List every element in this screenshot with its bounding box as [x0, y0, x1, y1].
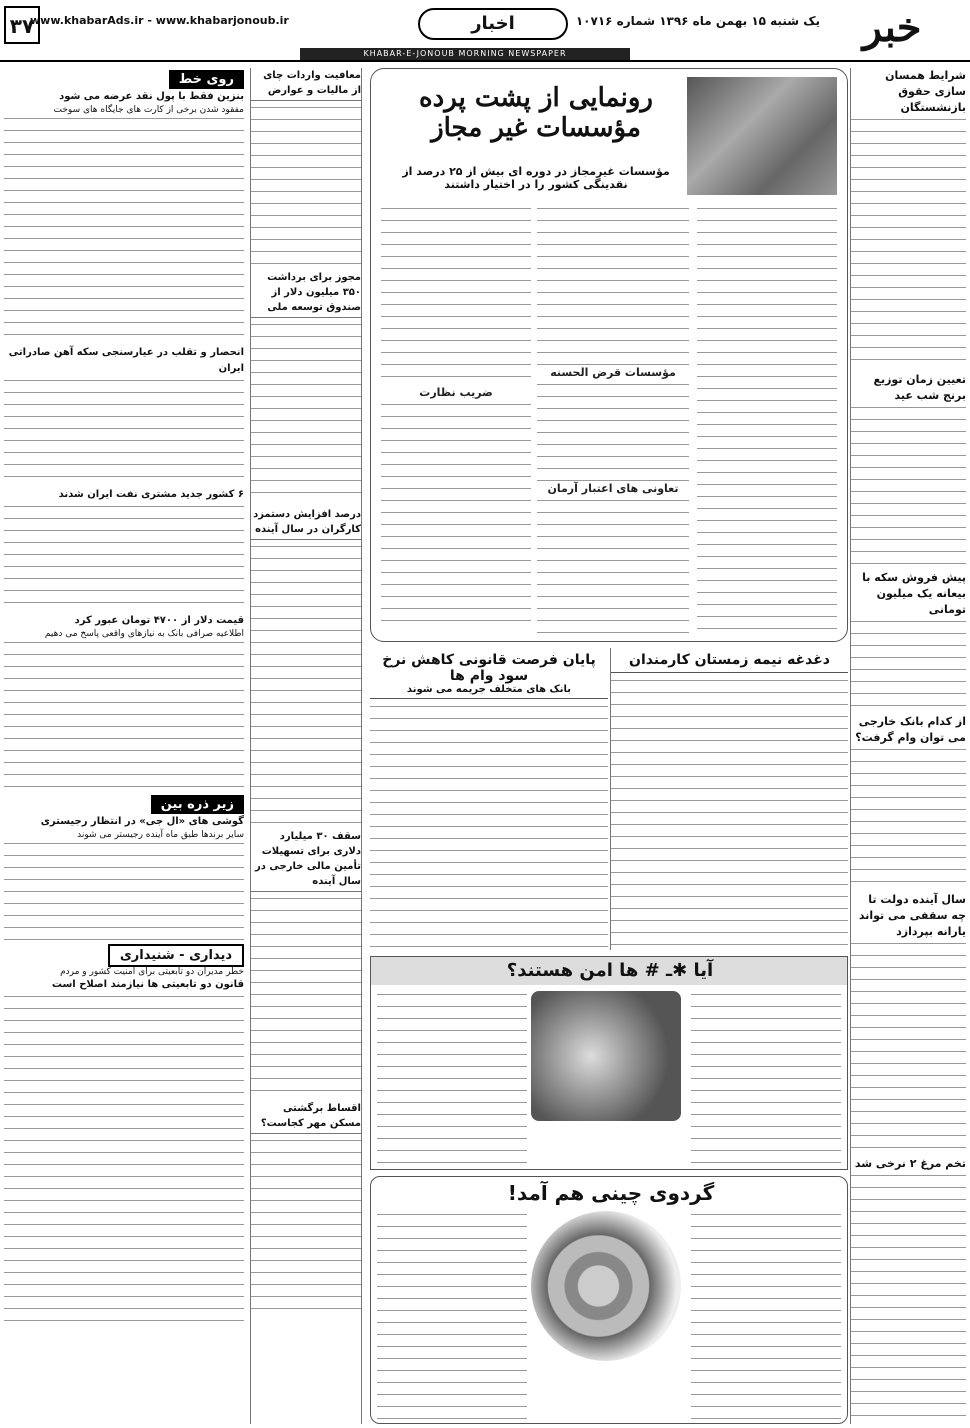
article-text: [4, 993, 244, 1323]
headline: گردوی چینی هم آمد!: [507, 1181, 715, 1205]
headline: ۶ کشور جدید مشتری نفت ایران شدند: [58, 489, 244, 500]
headline: سقف ۳۰ میلیارد دلاری برای تسهیلات تأمین مالی خارجی در سال آینده: [251, 829, 361, 892]
headline: پیش فروش سکه با بیعانه یک میلیون تومانی: [862, 571, 966, 616]
article-text: [851, 746, 966, 886]
article-text: [377, 1211, 527, 1419]
headline: بنزین فقط با پول نقد عرضه می شود: [59, 91, 244, 102]
subheadline: اطلاعیه صرافی بانک به نیازهای واقعی پاسخ می دهیم: [44, 629, 244, 639]
article-text: [851, 116, 966, 366]
headline: مجوز برای برداشت ۳۵۰ میلیون دلار از صندوق توسعه ملی: [251, 270, 361, 318]
article-text: [4, 639, 244, 789]
section-tag: دیداری - شنیداری: [108, 944, 244, 967]
article-text: [851, 618, 966, 708]
article-text: [381, 401, 531, 631]
subheadline: ضریب نظارت: [419, 386, 493, 399]
section-title: اخبار: [418, 8, 568, 40]
headline: دغدغه نیمه زمستان کارمندان: [611, 648, 848, 673]
headline: تخم مرغ ۲ نرخی شد: [854, 1157, 966, 1170]
article-text: [691, 1211, 841, 1419]
article-text: [4, 115, 244, 345]
article-text: [4, 840, 244, 940]
article-text: [381, 205, 531, 385]
subheadline: مفقود شدن برخی از کارت های جایگاه های سوخت: [53, 105, 244, 115]
headline: معافیت واردات چای از مالیات و عوارض: [251, 68, 361, 101]
headline: اقساط برگشتی مسکن مهر کجاست؟: [251, 1101, 361, 1134]
right-column: [850, 68, 966, 1424]
ussd-story: [370, 956, 848, 1170]
subheadline: خطر مدیران دو تابعیتی برای امنیت کشور و مردم: [60, 967, 244, 977]
headline: قانون دو تابعیتی ها نیازمند اصلاح است: [51, 979, 244, 990]
article-text: [370, 703, 608, 950]
lead-subtitle: مؤسسات غیرمجاز در دوره ای بیش از ۲۵ درصد از نقدینگی کشور را در اختیار داشتند: [402, 165, 670, 191]
masthead-strip: KHABAR-E-JONOUB MORNING NEWSPAPER: [300, 48, 630, 60]
section-tag: زیر ذره بین: [151, 795, 244, 814]
headline: گوشی های «ال جی» در انتظار رجیستری: [40, 816, 244, 827]
masthead: [0, 0, 970, 62]
headline: درصد افزایش دستمزد کارگران در سال آینده: [251, 507, 361, 540]
page-number: ۳۷: [4, 6, 40, 44]
article-text: [251, 895, 361, 1095]
article-text: [4, 377, 244, 487]
headline: انحصار و تقلب در عیارسنجی سکه آهن صادراتی ایران: [8, 347, 244, 374]
section-tag: روی خط: [169, 70, 244, 89]
article-text: [537, 205, 689, 365]
article-text: [691, 991, 841, 1167]
article-text: [251, 104, 361, 264]
headline: شرایط همسان سازی حقوق بازنشستگان: [885, 69, 966, 114]
article-text: [851, 1172, 966, 1424]
lead-title: رونمایی از پشت پرده: [419, 83, 653, 113]
lead-story: [370, 68, 848, 642]
lead-title: مؤسسات غیر مجاز: [431, 113, 641, 143]
headline: آیا ✱ـ # ها امن هستند؟: [371, 957, 848, 985]
article-text: [4, 503, 244, 613]
article-text: [611, 677, 848, 947]
headline: سال آینده دولت تا چه سقفی می تواند یارانه بپردازد: [858, 893, 966, 938]
article-text: [251, 321, 361, 501]
headline: قیمت دلار از ۴۷۰۰ تومان عبور کرد: [74, 615, 244, 626]
ussd-keypad-image: [531, 991, 681, 1121]
article-text: [537, 381, 689, 481]
subheadline: مؤسسات قرض الحسنه: [550, 366, 676, 379]
story-loan-rates: [370, 648, 608, 950]
headline: تعیین زمان توزیع برنج شب عید: [873, 373, 966, 402]
lead-photo: [687, 77, 837, 195]
headline: پایان فرصت قانونی کاهش نرخ سود وام ها: [382, 652, 596, 684]
walnut-image: [531, 1211, 681, 1361]
newspaper-logo: خبر: [862, 4, 922, 51]
headline: از کدام بانک خارجی می توان وام گرفت؟: [855, 715, 966, 744]
article-text: [377, 991, 527, 1167]
website-urls[interactable]: www.khabarAds.ir - www.khabarjonoub.ir: [30, 14, 289, 27]
issue-date: یک شنبه ۱۵ بهمن ماه ۱۳۹۶ شماره ۱۰۷۱۶: [575, 14, 820, 28]
article-text: [251, 543, 361, 823]
article-text: [697, 205, 837, 635]
column-left: [4, 68, 244, 1424]
story-winter-worries: [610, 648, 848, 950]
article-text: [251, 1137, 361, 1317]
subheadline: بانک های متخلف جریمه می شوند: [370, 684, 608, 699]
walnut-story: [370, 1176, 848, 1424]
article-text: [537, 497, 689, 635]
subheadline: سایر برندها طبق ماه آینده رجیستر می شوند: [77, 830, 244, 840]
column-briefs: [250, 68, 362, 1424]
article-text: [851, 940, 966, 1150]
article-text: [851, 404, 966, 564]
subheadline: تعاونی های اعتبار آرمان: [547, 482, 679, 495]
